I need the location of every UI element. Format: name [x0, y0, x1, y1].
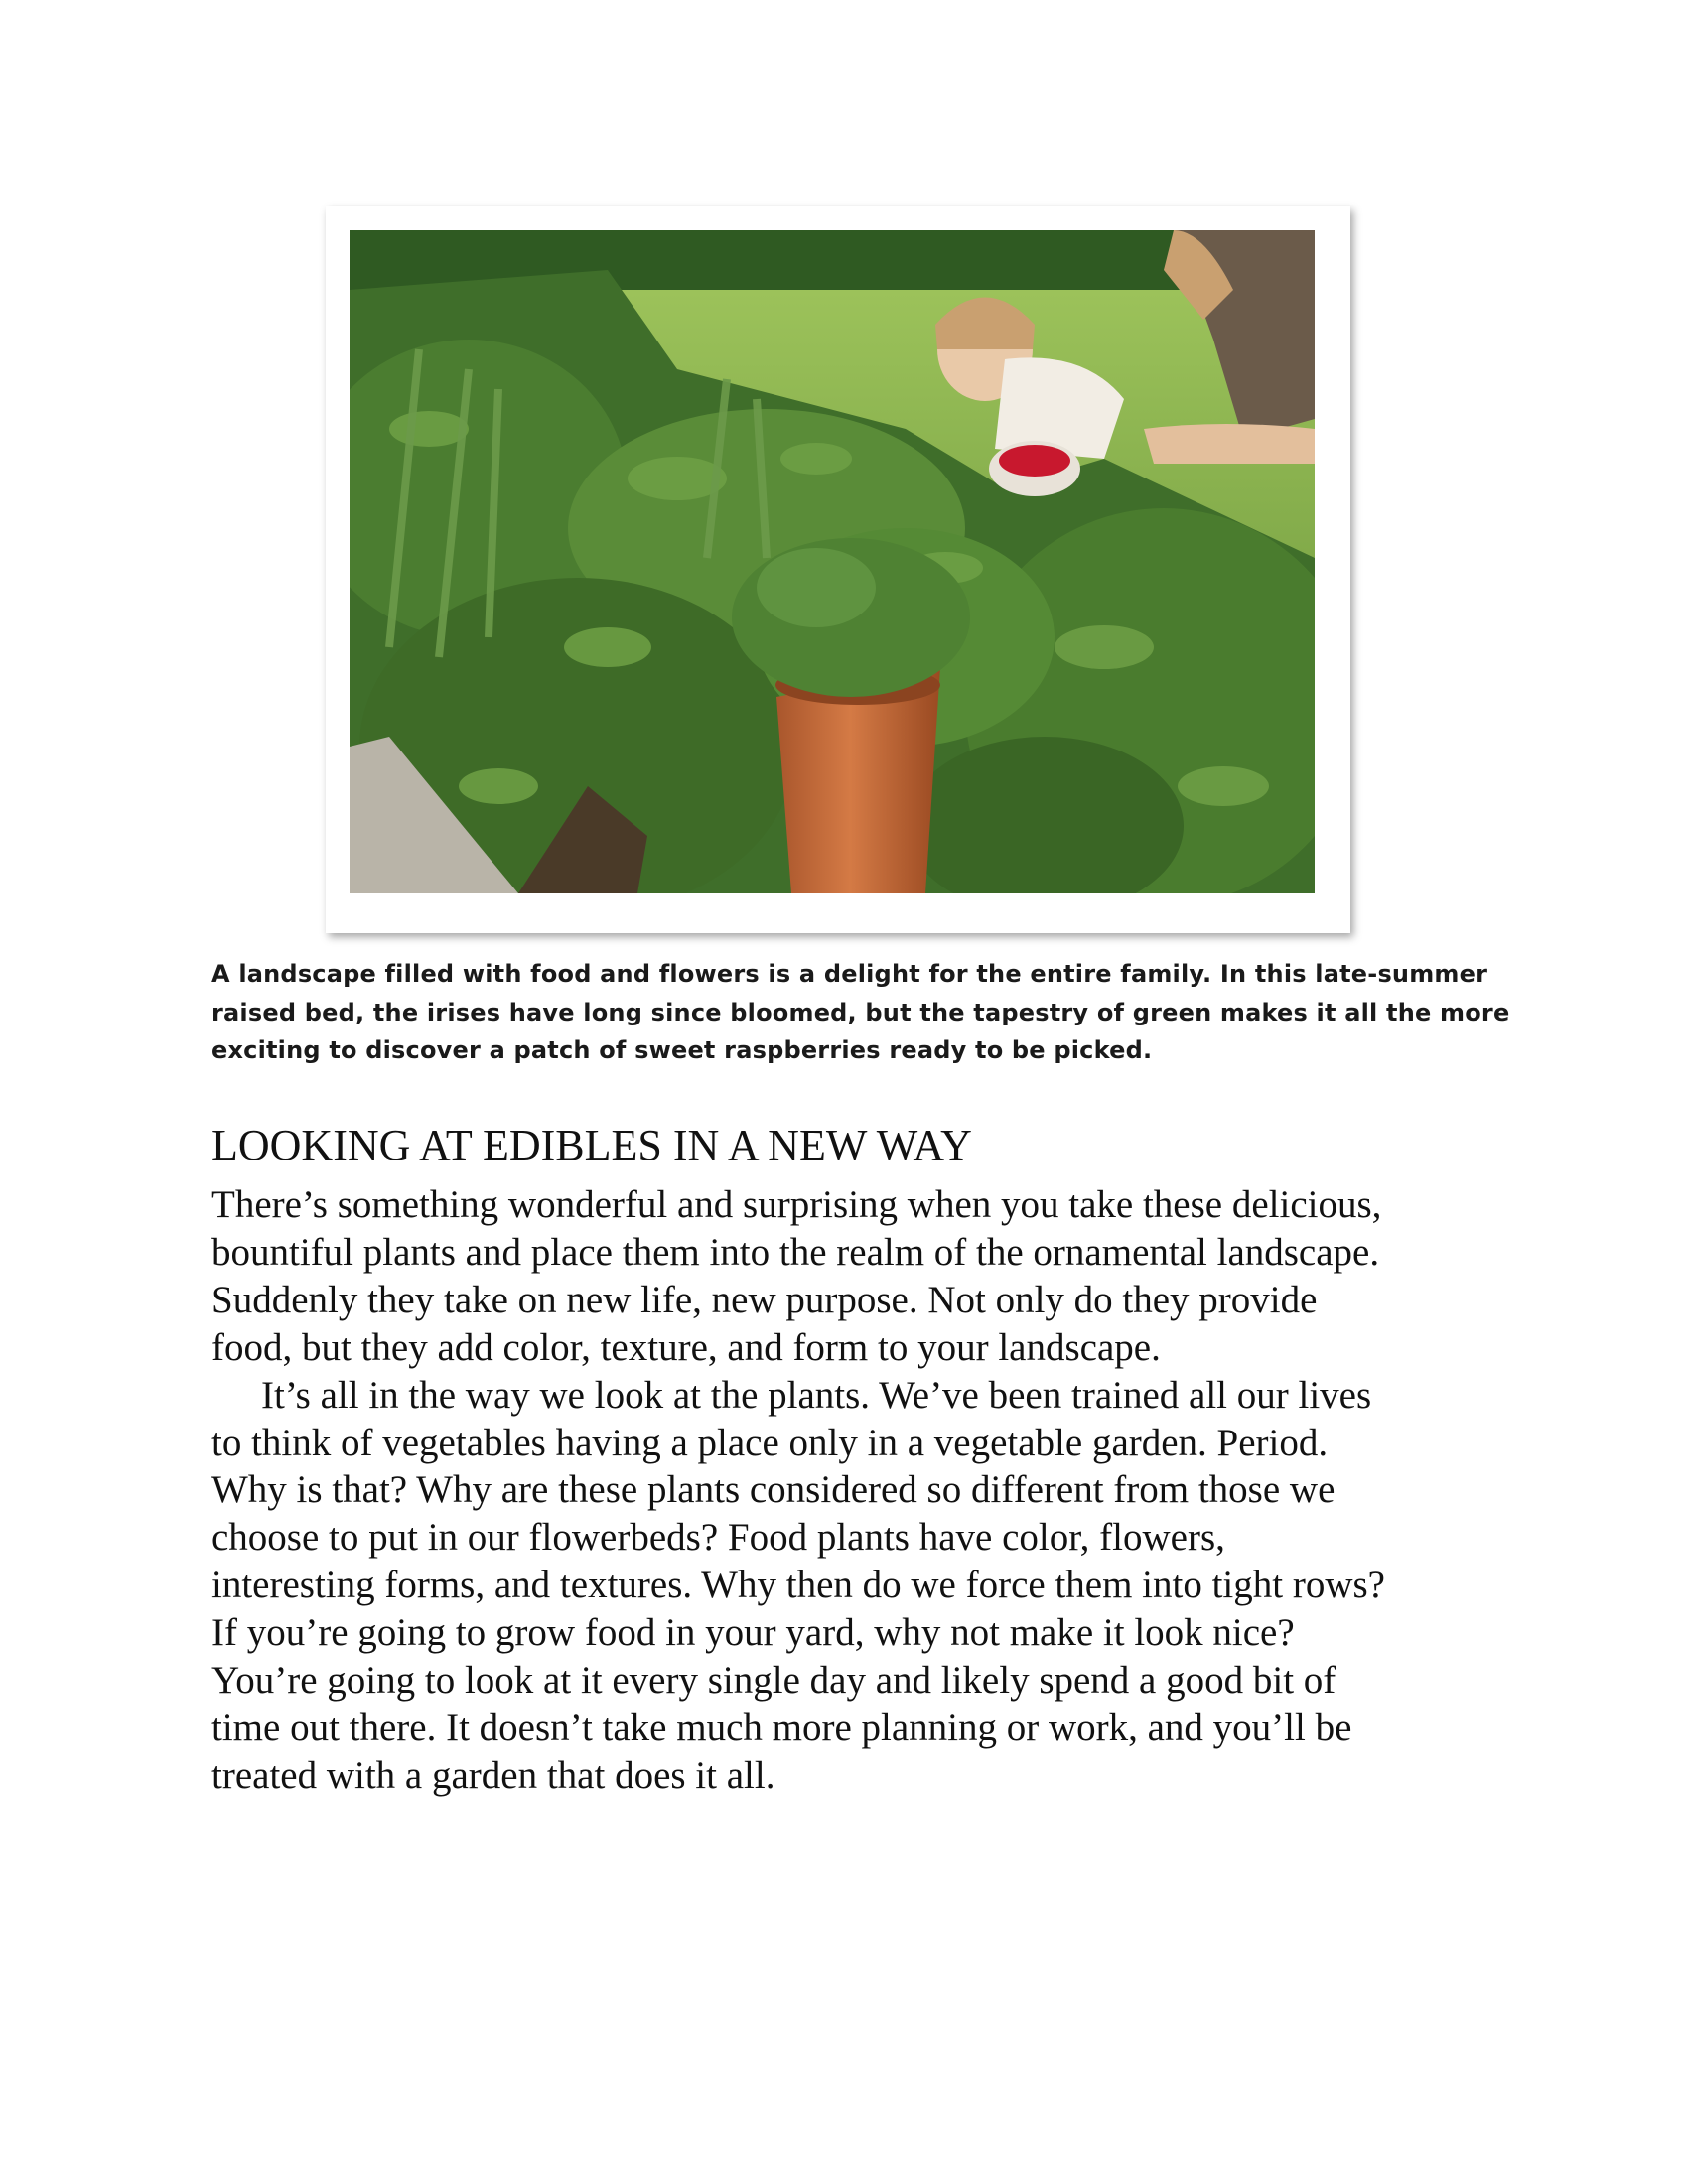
text-line: treated with a garden that does it all.	[211, 1753, 775, 1797]
photo-frame	[326, 206, 1350, 933]
text-line: interesting forms, and textures. Why then do we force them into tight rows?	[211, 1564, 1385, 1607]
text-line: There’s something wonderful and surprising when you take these delicious,	[211, 1183, 1382, 1226]
text-line: If you’re going to grow food in your yard, why not make it look nice?	[211, 1611, 1295, 1655]
text-line: Why is that? Why are these plants considered so different from those we	[211, 1468, 1336, 1512]
text-line: It’s all in the way we look at the plants. We’ve been trained all our lives	[261, 1373, 1372, 1417]
caption-line: A landscape filled with food and flowers is a delight for the entire family. In this late-summer	[211, 960, 1488, 988]
text-line: choose to put in our flowerbeds? Food plants have color, flowers,	[211, 1516, 1225, 1560]
caption-line: exciting to discover a patch of sweet raspberries ready to be picked.	[211, 1036, 1153, 1064]
section-heading: LOOKING AT EDIBLES IN A NEW WAY	[211, 1121, 972, 1169]
paragraph-2	[211, 1372, 1502, 1800]
paragraph-1	[211, 1181, 1502, 1372]
figure-caption	[211, 955, 1510, 1070]
garden-photo-icon	[350, 230, 1315, 893]
text-line: food, but they add color, texture, and form to your landscape.	[211, 1325, 1161, 1369]
text-line: time out there. It doesn’t take much more planning or work, and you’ll be	[211, 1706, 1352, 1749]
text-line: You’re going to look at it every single day and likely spend a good bit of	[211, 1659, 1336, 1703]
text-line: Suddenly they take on new life, new purpose. Not only do they provide	[211, 1278, 1318, 1321]
caption-line: raised bed, the irises have long since bloomed, but the tapestry of green makes it all the more	[211, 998, 1510, 1026]
text-line: to think of vegetables having a place only in a vegetable garden. Period.	[211, 1421, 1329, 1464]
text-line: bountiful plants and place them into the realm of the ornamental landscape.	[211, 1230, 1380, 1274]
body-text	[211, 1181, 1502, 1800]
